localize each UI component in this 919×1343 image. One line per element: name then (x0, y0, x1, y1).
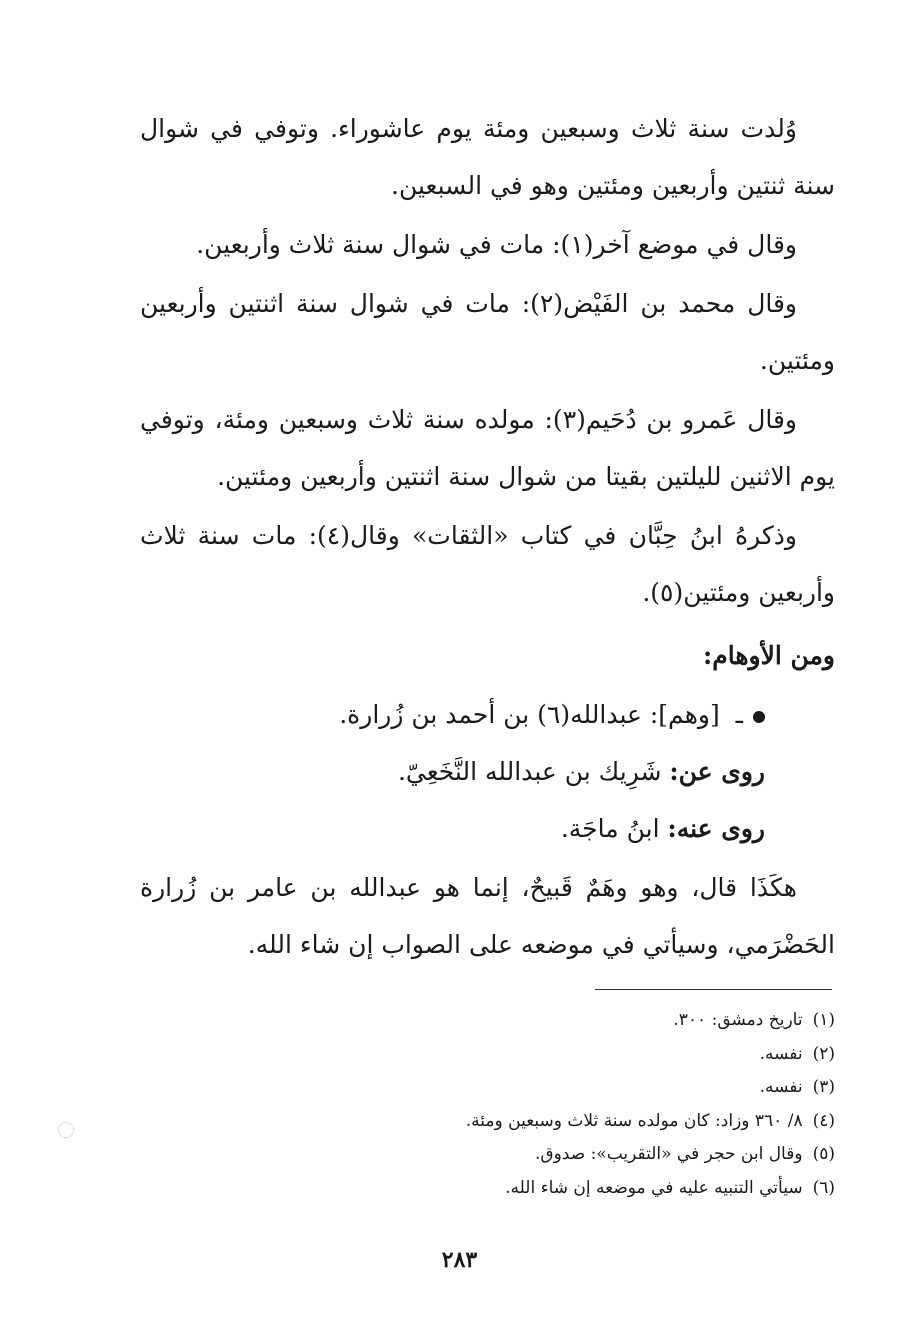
footnote-item (140, 1071, 835, 1105)
paragraph-closing: هكَذَا قال، وهو وهَمٌ قَبيحٌ، إنما هو عبدالله بن عامر بن زُرارة الحَضْرَمي، وسيأتي في موضعه على الصواب إن شاء الله. (140, 873, 835, 959)
footnote-divider (595, 989, 832, 990)
footnote-item (140, 1105, 835, 1139)
footnote-number: (٢) (812, 1043, 835, 1064)
narrated-from-label: روى عن: (669, 757, 765, 786)
narrated-by-label: روى عنه: (667, 814, 765, 843)
footnote-number: (٤) (812, 1110, 835, 1131)
narrated-by-text: ابنُ ماجَة. (560, 814, 660, 843)
footnote-text: وقال ابن حجر في «التقريب»: صدوق. (535, 1144, 803, 1164)
narrated-from-line (140, 743, 835, 800)
entry-line (140, 686, 835, 743)
footnote-number: (٥) (812, 1144, 835, 1164)
paragraph-ibn-hibban: وذكرهُ ابنُ حِبَّان في كتاب «الثقات» وقال(٤): مات سنة ثلاث وأربعين ومئتين(٥). (140, 521, 835, 607)
footnote-text: ٨/ ٣٦٠ وزاد: كان مولده سنة ثلاث وسبعين ومئة. (465, 1110, 803, 1131)
paragraph-birth-death: وُلدت سنة ثلاث وسبعين ومئة يوم عاشوراء. وتوفي في شوال سنة ثنتين وأربعين ومئتين وهو في السبعين. (140, 114, 835, 200)
narrated-by-line (140, 800, 835, 857)
entry-dash: ـ (735, 700, 743, 729)
bullet-icon (753, 711, 765, 723)
entry-text: [وهم]: عبدالله(٦) بن أحمد بن زُرارة. (339, 700, 720, 729)
section-heading: ومن الأوهام: (703, 641, 835, 670)
footnotes (140, 1004, 835, 1205)
footnote-text: سيأتي التنبيه عليه في موضعه إن شاء الله. (505, 1177, 803, 1198)
scan-speck-icon (58, 1122, 74, 1138)
narrated-from-text: شَرِيك بن عبدالله النَّخَعِيّ. (397, 757, 662, 786)
footnote-number: (٦) (812, 1177, 835, 1198)
footnote-item (140, 1004, 835, 1038)
page-number: ٢٨٣ (441, 1247, 478, 1273)
footnote-number: (١) (812, 1010, 835, 1030)
main-text (140, 100, 835, 973)
footnote-text: نفسه. (759, 1043, 803, 1064)
footnote-text: تاريخ دمشق: ٣٠٠. (673, 1010, 803, 1030)
footnote-number: (٣) (812, 1077, 835, 1097)
paragraph-amr-ibn-duhaym: وقال عَمرو بن دُحَيم(٣): مولده سنة ثلاث وسبعين ومئة، وتوفي يوم الاثنين لليلتين بقيتا من شوال سنة اثنتين وأربعين ومئتين. (140, 405, 835, 491)
footnote-item (140, 1138, 835, 1172)
paragraph-muhammad-ibn-alfayd: وقال محمد بن الفَيْض(٢): مات في شوال سنة اثنتين وأربعين ومئتين. (140, 289, 835, 375)
paragraph-another-place: وقال في موضع آخر(١): مات في شوال سنة ثلاث وأربعين. (196, 230, 797, 259)
footnote-text: نفسه. (759, 1077, 803, 1097)
footnote-item (140, 1172, 835, 1206)
footnote-item (140, 1038, 835, 1072)
